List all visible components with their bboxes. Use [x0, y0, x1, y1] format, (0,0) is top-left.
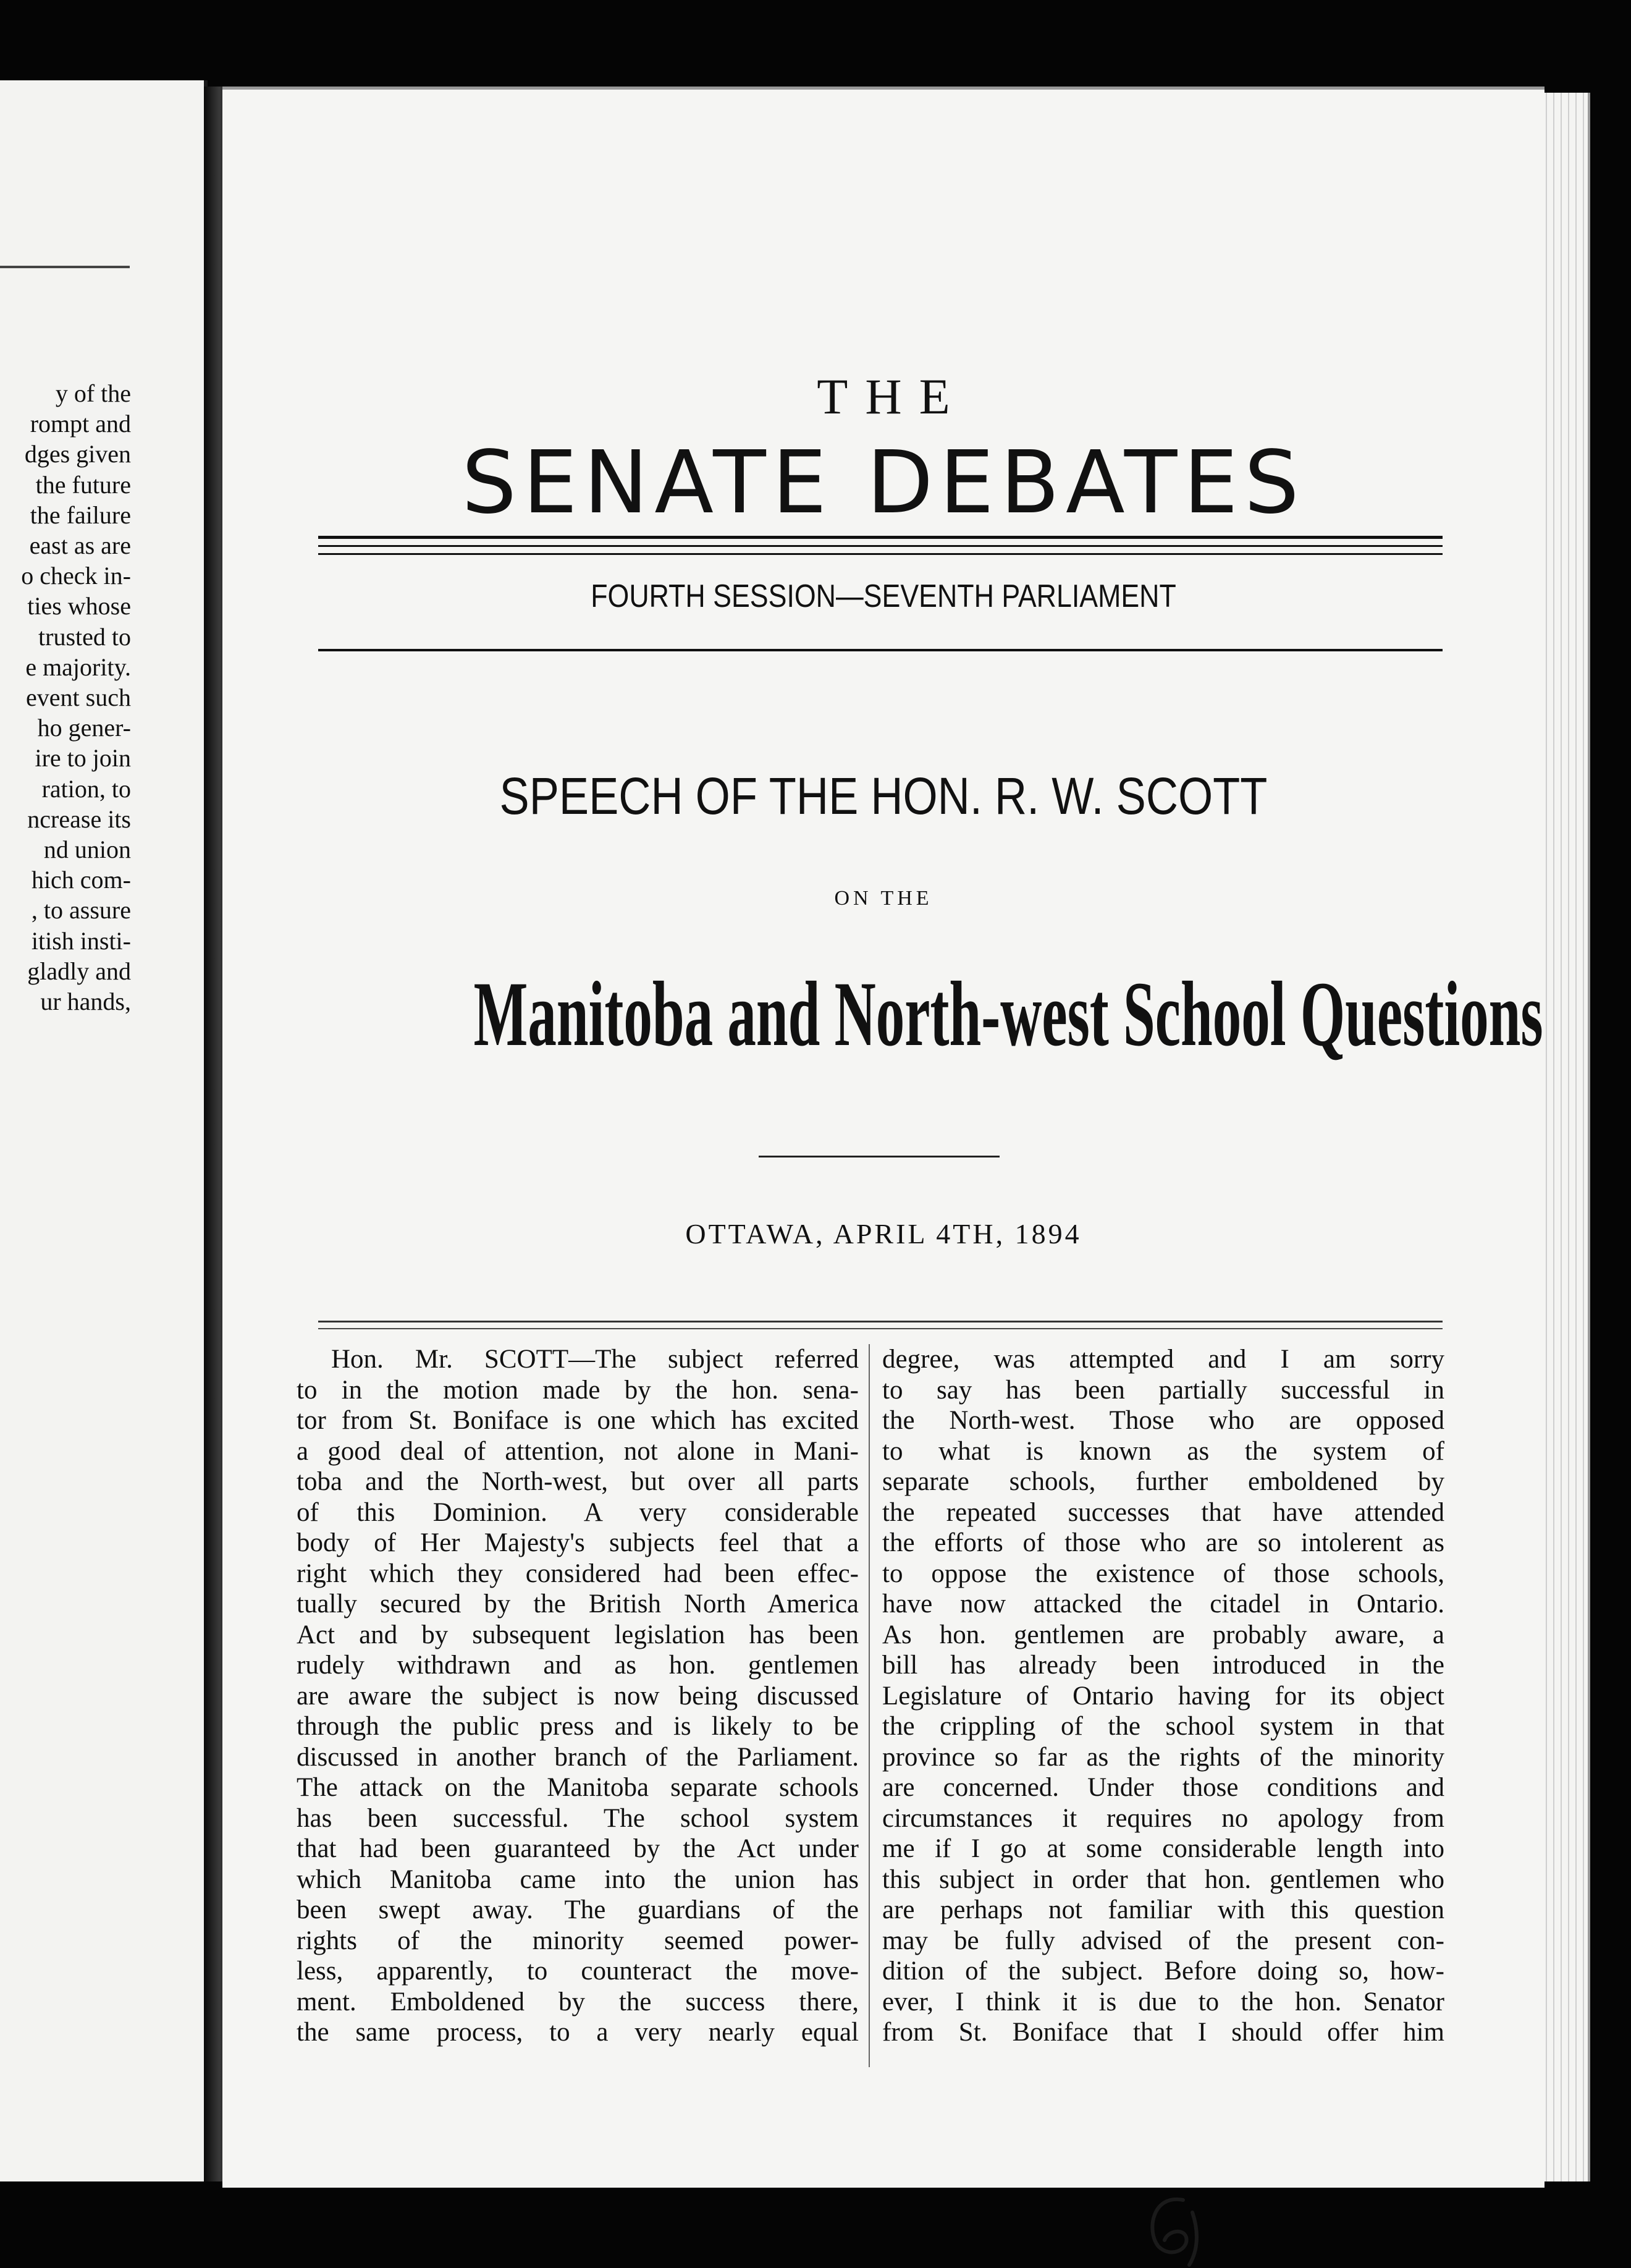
body-text-line: circumstances it requires no apology from — [882, 1803, 1444, 1833]
body-text-line: been swept away. The guardians of the — [297, 1895, 859, 1924]
body-text-line: ever, I think it is due to the hon. Senator — [882, 1987, 1444, 2016]
body-text-line: dition of the subject. Before doing so, how- — [882, 1957, 1444, 1986]
body-text-line: are concerned. Under those conditions and — [882, 1773, 1444, 1802]
body-text-line: discussed in another branch of the Parliament. — [297, 1742, 859, 1772]
body-column-left — [297, 1344, 859, 2048]
column-divider — [869, 1344, 870, 2067]
body-text-line: to say has been partially successful in — [882, 1375, 1444, 1405]
masthead-rule — [318, 553, 1443, 555]
body-text-line: separate schools, further emboldened by — [882, 1467, 1444, 1496]
facing-page-rule — [0, 266, 130, 268]
facing-page-line: trusted to — [38, 622, 131, 651]
facing-page-line: ncrease its — [27, 805, 131, 833]
column-top-rule — [318, 1328, 1443, 1329]
facing-page-line: event such — [26, 683, 131, 712]
masthead-rule — [318, 545, 1443, 547]
body-text-line: me if I go at some considerable length into — [882, 1834, 1444, 1863]
body-text-line: rudely withdrawn and as hon. gentlemen — [297, 1651, 859, 1680]
body-text-line: degree, was attempted and I am sorry — [882, 1345, 1444, 1374]
facing-page-line: itish insti- — [31, 926, 131, 955]
body-text-line: through the public press and is likely to be — [297, 1712, 859, 1741]
facing-page-line: dges given — [24, 440, 131, 468]
body-text-line: the repeated successes that have attended — [882, 1497, 1444, 1527]
body-text-line: right which they considered had been effec- — [297, 1559, 859, 1588]
body-text-line: less, apparently, to counteract the move- — [297, 1957, 859, 1986]
body-text-line: toba and the North-west, but over all parts — [297, 1467, 859, 1496]
body-text-line: may be fully advised of the present con- — [882, 1926, 1444, 1955]
body-text-line: are perhaps not familiar with this question — [882, 1895, 1444, 1924]
facing-page-line: e majority. — [25, 653, 131, 681]
body-column-right — [882, 1344, 1444, 2048]
body-text-line: that had been guaranteed by the Act under — [297, 1834, 859, 1863]
on-the-label: ON THE — [834, 887, 933, 910]
masthead-title: SENATE DEBATES — [461, 433, 1305, 533]
ornamental-rule — [759, 1156, 1000, 1157]
facing-page-left — [0, 80, 208, 2181]
body-text-line: The attack on the Manitoba separate schools — [297, 1773, 859, 1802]
body-text-line: to in the motion made by the hon. sena- — [297, 1375, 859, 1405]
body-text-line: of this Dominion. A very considerable — [297, 1497, 859, 1527]
facing-page-line: rompt and — [30, 410, 131, 438]
facing-page-line: hich com- — [31, 866, 131, 894]
body-text-line: Legislature of Ontario having for its object — [882, 1681, 1444, 1711]
dateline: OTTAWA, APRIL 4TH, 1894 — [685, 1218, 1082, 1250]
session-line: FOURTH SESSION—SEVENTH PARLIAMENT — [591, 578, 1176, 614]
body-text-line: are aware the subject is now being discussed — [297, 1681, 859, 1711]
body-text-line: which Manitoba came into the union has — [297, 1864, 859, 1894]
body-text-line: to oppose the existence of those schools, — [882, 1559, 1444, 1588]
facing-page-line: ration, to — [41, 774, 131, 803]
subject-title: Manitoba and North-west School Questions — [473, 963, 1543, 1065]
facing-page-line: , to assure — [31, 896, 131, 925]
session-rule — [318, 649, 1443, 651]
body-text-line: Hon. Mr. SCOTT—The subject referred — [331, 1345, 859, 1374]
body-text-line: As hon. gentlemen are probably aware, a — [882, 1620, 1444, 1649]
masthead-the: THE — [817, 368, 967, 425]
body-text-line: to what is known as the system of — [882, 1436, 1444, 1466]
body-text-line: this subject in order that hon. gentlemen who — [882, 1864, 1444, 1894]
body-text-line: province so far as the rights of the minority — [882, 1742, 1444, 1772]
body-text-line: a good deal of attention, not alone in Mani- — [297, 1436, 859, 1466]
facing-page-line: east as are — [29, 531, 131, 560]
body-text-line: rights of the minority seemed power- — [297, 1926, 859, 1955]
body-text-line: the North-west. Those who are opposed — [882, 1406, 1444, 1435]
body-text-line: the crippling of the school system in that — [882, 1712, 1444, 1741]
body-text-line: from St. Boniface that I should offer him — [882, 2018, 1444, 2047]
body-text-line: the efforts of those who are so intolerent as — [882, 1528, 1444, 1557]
column-top-rule — [318, 1321, 1443, 1322]
body-text-line: has been successful. The school system — [297, 1803, 859, 1833]
facing-page-line: gladly and — [27, 957, 131, 985]
masthead-rule — [318, 536, 1443, 539]
facing-page-line: ties whose — [27, 592, 131, 620]
facing-page-line: nd union — [43, 836, 131, 864]
document-page — [222, 87, 1545, 2188]
body-text-line: body of Her Majesty's subjects feel that a — [297, 1528, 859, 1557]
facing-page-line: y of the — [55, 379, 131, 407]
facing-page-text — [0, 378, 131, 1017]
facing-page-line: ur hands, — [40, 988, 131, 1016]
body-text-line: tor from St. Boniface is one which has excited — [297, 1406, 859, 1435]
facing-page-line: o check in- — [21, 562, 131, 590]
facing-page-line: ho gener- — [37, 714, 131, 742]
facing-page-line: the failure — [30, 501, 131, 529]
handwritten-mark — [1140, 2188, 1208, 2268]
body-text-line: the same process, to a very nearly equal — [297, 2018, 859, 2047]
body-text-line: bill has already been introduced in the — [882, 1651, 1444, 1680]
facing-page-line: the future — [35, 470, 131, 499]
facing-page-line: ire to join — [35, 744, 131, 772]
body-text-line: ment. Emboldened by the success there, — [297, 1987, 859, 2016]
speech-heading: SPEECH OF THE HON. R. W. SCOTT — [499, 767, 1268, 825]
body-text-line: tually secured by the British North America — [297, 1589, 859, 1618]
body-text-line: have now attacked the citadel in Ontario. — [882, 1589, 1444, 1618]
body-text-line: Act and by subsequent legislation has been — [297, 1620, 859, 1649]
